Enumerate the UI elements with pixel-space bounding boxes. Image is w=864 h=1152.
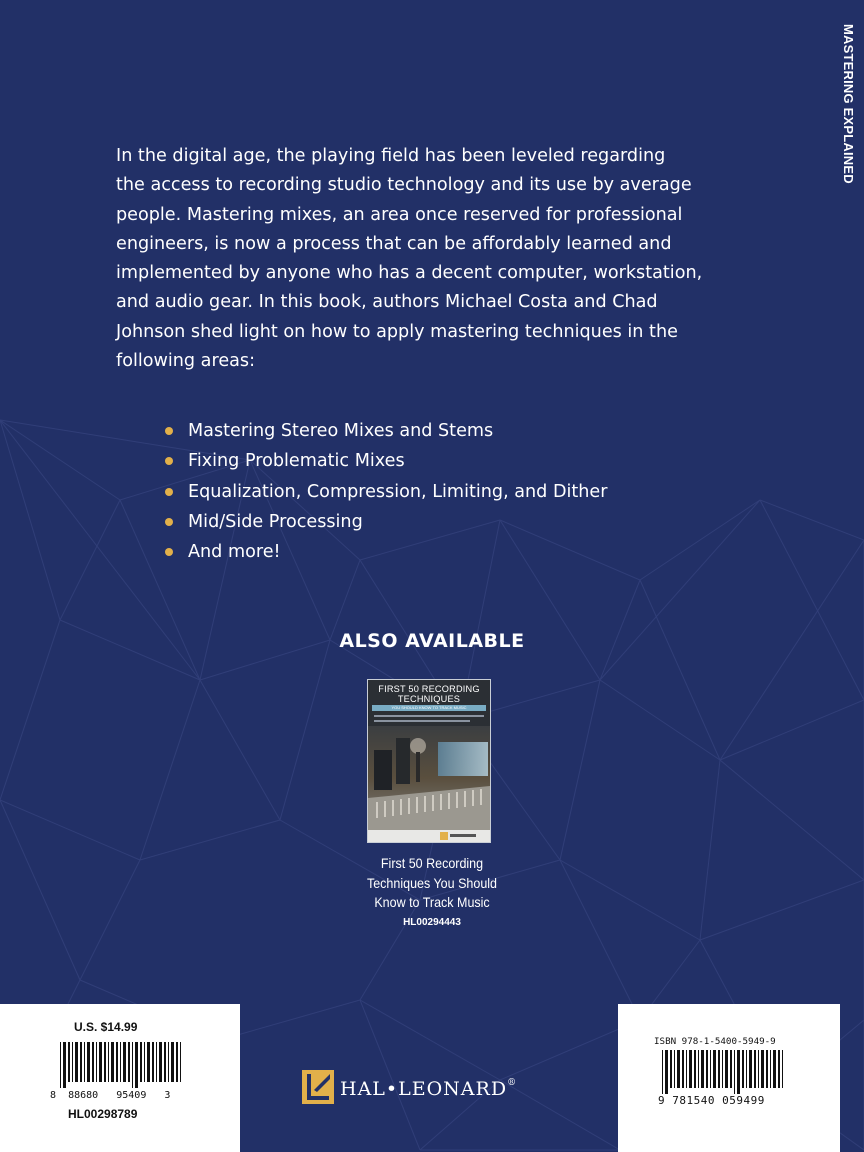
book-title-line: First 50 Recording [380,856,484,871]
cover-title-line: TECHNIQUES [397,693,461,704]
isbn-label: ISBN 978-1-5400-5949-9 [654,1036,776,1047]
cover-text-line [374,715,484,717]
list-item [164,446,607,476]
item-code: HL00298789 [68,1107,138,1121]
bullet-icon [165,427,173,435]
book-title-line: Know to Track Music [374,895,490,910]
upc-digit-last: 3 [164,1090,171,1101]
bullet-icon [165,548,173,556]
publisher-name-text: HAL•LEONARD [340,1078,508,1100]
list-item-text: Fixing Problematic Mixes [188,451,405,472]
description-line: engineers, is now a process that can be affordably learned and [116,233,672,254]
description-text [116,142,744,376]
list-item [164,416,607,446]
ean-digits: 9 781540 059499 [658,1094,765,1107]
upc-digits-right: 95409 [116,1090,147,1101]
list-item [164,477,607,507]
related-book-code: HL00294443 [403,917,461,928]
list-item-text: Mid/Side Processing [188,511,363,532]
cover-title [371,685,487,704]
upc-barcode [60,1042,184,1088]
cover-subtitle: YOU SHOULD KNOW TO TRACK MUSIC [372,705,486,711]
related-book-cover[interactable] [368,680,490,842]
list-item-text: Mastering Stereo Mixes and Stems [188,421,494,441]
registered-mark: ® [507,1078,518,1088]
description-line: implemented by anyone who has a decent computer, workstation, [116,263,703,284]
price-label: U.S. $14.99 [74,1020,138,1034]
upc-digits-left: 88680 [68,1090,99,1101]
price-barcode-box [0,1004,240,1152]
cover-text-line [374,720,470,722]
hal-leonard-logo-icon [302,1070,334,1104]
description-line: In the digital age, the playing field has been leveled regarding [116,146,666,166]
description-line: following areas: [116,351,256,372]
bullet-icon [165,488,173,496]
bullet-icon [165,518,173,526]
also-available-heading: ALSO AVAILABLE [339,630,525,652]
description-line: and audio gear. In this book, authors Michael Costa and Chad [116,292,658,313]
related-book-title [0,854,864,913]
list-item [164,537,607,567]
list-item-text: And more! [188,542,281,563]
description-line: the access to recording studio technology and its use by average [116,175,692,196]
isbn-barcode-box [618,1004,840,1152]
description-line: people. Mastering mixes, an area once reserved for professional [116,204,683,225]
description-line: Johnson shed light on how to apply mastering techniques in the [116,321,678,342]
book-title-line: Techniques You Should [366,875,498,891]
upc-digits [50,1090,200,1101]
list-item [164,507,607,537]
publisher-name [340,1078,517,1100]
list-item-text: Equalization, Compression, Limiting, and Dither [188,481,608,502]
cover-title-line: FIRST 50 RECORDING [378,684,480,694]
spine-title: MASTERING EXPLAINED [841,24,856,184]
upc-digit-first: 8 [50,1090,57,1101]
topics-list [164,416,607,567]
isbn-barcode [662,1050,786,1094]
bullet-icon [165,457,173,465]
